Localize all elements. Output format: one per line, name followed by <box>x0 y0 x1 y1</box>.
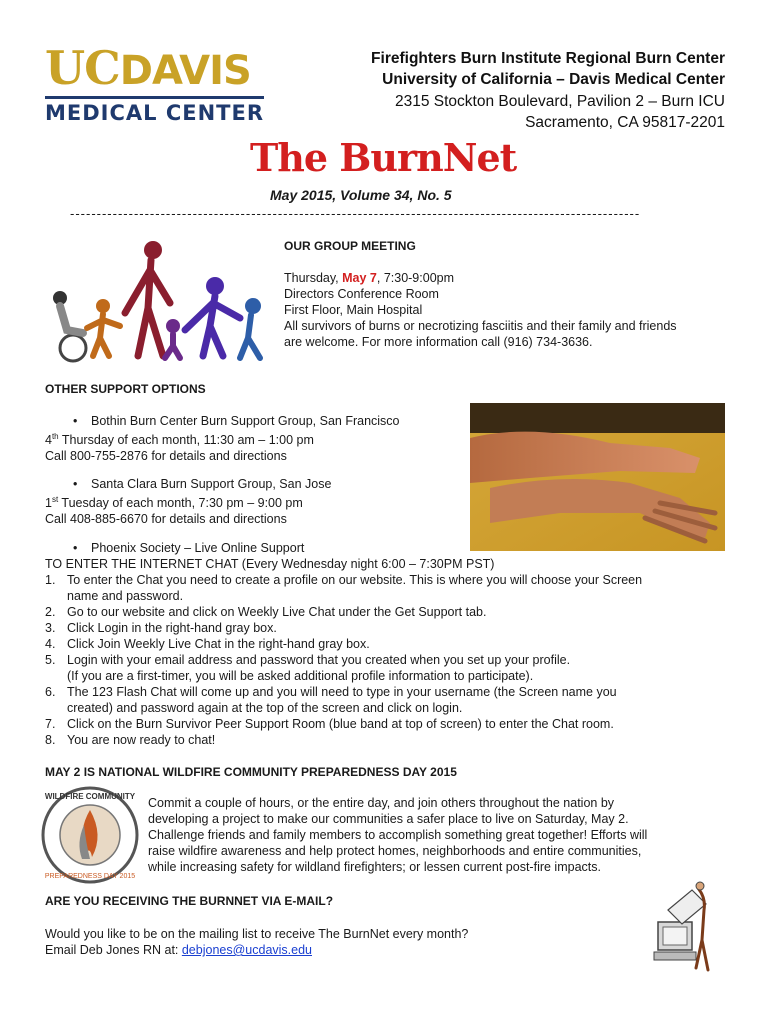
chat-step-text: Login with your email address and password that you created when you set up your profile. <box>67 653 571 667</box>
chat-step-number: 8. <box>45 733 56 747</box>
meeting-floor: First Floor, Main Hospital <box>284 303 423 317</box>
meeting-room: Directors Conference Room <box>284 287 439 301</box>
meeting-day: Thursday, <box>284 271 343 285</box>
chat-step-number: 4. <box>45 637 56 651</box>
chat-step-number: 3. <box>45 621 56 635</box>
chat-step-text: To enter the Chat you need to create a profile on our website. This is where you will choose your Screen <box>67 573 643 587</box>
wildfire-line-3: Challenge friends and family members to accomplish something great together! Efforts will <box>148 828 648 842</box>
chat-step <box>45 572 725 604</box>
meeting-desc-1: All survivors of burns or necrotizing fasciitis and their family and friends <box>284 319 677 333</box>
issue-line: May 2015, Volume 34, No. 5 <box>270 187 452 203</box>
support-phoenix-name-line <box>45 540 725 556</box>
hands-photo <box>470 403 725 551</box>
family-figures-illustration <box>45 238 270 363</box>
support-bothin-sup: th <box>51 432 59 441</box>
support-bothin <box>45 413 465 464</box>
wildfire-line-2: developing a project to make our communities a safer place to live on Saturday, May 2. <box>148 812 629 826</box>
support-bothin-call: Call 800-755-2876 for details and directions <box>45 449 287 464</box>
support-sc-sup: st <box>51 495 59 504</box>
support-sc-call: Call 408-885-6670 for details and directions <box>45 512 287 527</box>
chat-step <box>45 652 725 684</box>
chat-steps-list <box>45 572 725 748</box>
support-bothin-ord: 4 <box>45 433 52 448</box>
wildfire-line-1: Commit a couple of hours, or the entire day, and join others throughout the nation by <box>148 796 615 810</box>
chat-step <box>45 684 725 716</box>
divider: ----------------------------------------------------------------------------------------------------------- <box>70 206 641 221</box>
support-bothin-when-line <box>45 429 465 448</box>
chat-step <box>45 604 725 620</box>
support-sc-name: • Santa Clara Burn Support Group, San Jose <box>91 477 331 491</box>
chat-step-text: Click Join Weekly Live Chat in the right-hand gray box. <box>67 637 370 651</box>
email-body <box>45 926 605 958</box>
support-phoenix <box>45 540 725 748</box>
header-line-2: University of California – Davis Medical Center <box>382 71 725 88</box>
chat-step <box>45 620 725 636</box>
support-sc-name-line <box>45 476 465 492</box>
email-heading: ARE YOU RECEIVING THE BURNNET VIA E-MAIL? <box>45 894 334 908</box>
logo-davis-text: DAVIS <box>119 48 251 94</box>
email-line-2 <box>45 942 605 958</box>
chat-step-number: 7. <box>45 717 56 731</box>
chat-step-number: 1. <box>45 573 56 587</box>
chat-step-number: 5. <box>45 653 56 667</box>
header-line-1: Firefighters Burn Institute Regional Burn Center <box>371 50 725 67</box>
header-line-4: Sacramento, CA 95817-2201 <box>525 114 725 131</box>
badge-bottom-text: PREPAREDNESS DAY 2015 <box>44 873 136 880</box>
wildfire-body <box>148 795 728 875</box>
support-sc-ord: 1 <box>45 496 52 511</box>
email-line-1: Would you like to be on the mailing list to receive The BurnNet every month? <box>45 927 469 941</box>
chat-step <box>45 716 725 732</box>
chat-step-text: The 123 Flash Chat will come up and you will need to type in your username (the Screen name you <box>67 685 617 699</box>
support-sc-when: Tuesday of each month, 7:30 pm – 9:00 pm <box>58 496 303 511</box>
meeting-time: , 7:30-9:00pm <box>376 271 455 285</box>
chat-step-text: Click on the Burn Survivor Peer Support Room (blue band at top of screen) to enter the Chat room. <box>67 717 614 731</box>
meeting-date: May 7 <box>342 271 377 285</box>
chat-step-number: 2. <box>45 605 56 619</box>
group-meeting-heading: OUR GROUP MEETING <box>284 239 416 253</box>
support-bothin-when: Thursday of each month, 11:30 am – 1:00 pm <box>58 433 314 448</box>
chat-step-number: 6. <box>45 685 56 699</box>
support-phoenix-name: • Phoenix Society – Live Online Support <box>91 541 304 555</box>
chat-step <box>45 636 725 652</box>
wildfire-line-4: raise wildfire awareness and help protect homes, neighborhoods and entire communities, <box>148 844 642 858</box>
wildfire-badge-logo <box>40 785 140 885</box>
badge-top-text: WILDFIRE COMMUNITY <box>44 792 136 801</box>
chat-step-text: You are now ready to chat! <box>67 733 216 747</box>
email-link[interactable]: debjones@ucdavis.edu <box>181 943 312 957</box>
header-line-3: 2315 Stockton Boulevard, Pavilion 2 – Burn ICU <box>395 93 725 110</box>
chat-step-text-cont: created) and password again at the top of the screen and click on login. <box>67 701 463 715</box>
logo-uc-text: UC <box>45 41 120 95</box>
support-bothin-name-line <box>45 413 465 429</box>
support-bothin-name: • Bothin Burn Center Burn Support Group, San Francisco <box>91 414 400 428</box>
support-sc-when-line <box>45 492 465 511</box>
group-meeting-details <box>284 270 724 350</box>
wildfire-heading: MAY 2 IS NATIONAL WILDFIRE COMMUNITY PREPAREDNESS DAY 2015 <box>45 765 457 779</box>
support-santa-clara <box>45 476 465 527</box>
logo-medical-center: MEDICAL CENTER <box>45 96 264 125</box>
chat-step-text: Click Login in the right-hand gray box. <box>67 621 277 635</box>
chat-step-text-cont: (If you are a first-timer, you will be asked additional profile information to participate). <box>67 669 534 683</box>
uc-davis-logo <box>45 41 251 95</box>
wildfire-line-5: while increasing safety for wildland firefighters; or lessen current post-fire impacts. <box>148 860 601 874</box>
chat-step-text-cont: name and password. <box>67 589 184 603</box>
mail-computer-illustration <box>650 880 730 975</box>
email-prefix: Email Deb Jones RN at: <box>45 943 182 957</box>
chat-step-text: Go to our website and click on Weekly Live Chat under the Get Support tab. <box>67 605 487 619</box>
support-phoenix-intro: TO ENTER THE INTERNET CHAT (Every Wednesday night 6:00 – 7:30PM PST) <box>45 557 495 571</box>
meeting-date-line <box>284 270 724 286</box>
newsletter-title: The BurnNet <box>250 135 517 180</box>
meeting-desc-2: are welcome. For more information call (916) 734-3636. <box>284 335 593 349</box>
chat-step <box>45 732 725 748</box>
support-heading: OTHER SUPPORT OPTIONS <box>45 382 206 396</box>
